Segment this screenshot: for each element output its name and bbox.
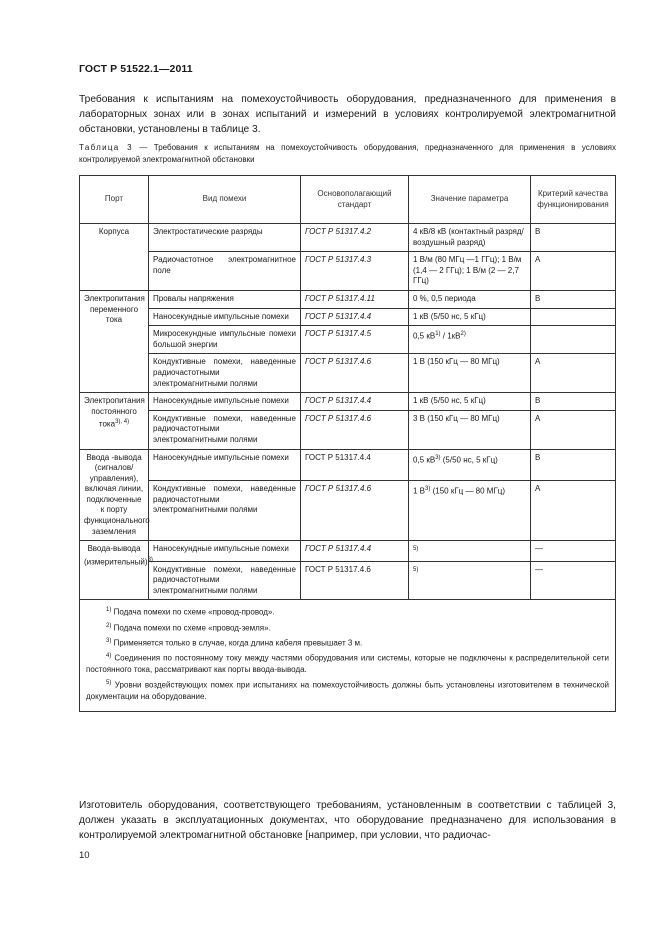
value-cell <box>409 224 531 252</box>
value-cell <box>409 290 531 308</box>
criterion-cell: B <box>531 393 616 411</box>
disturbance-cell: Кондуктивные помехи, наведенные радиочастотными электромагнитными полями <box>149 561 301 600</box>
requirements-table <box>79 175 616 712</box>
criterion-cell: B <box>531 290 616 308</box>
value-cell <box>409 449 531 480</box>
table-row <box>80 308 616 326</box>
value-cell <box>409 252 531 291</box>
footnote <box>86 621 609 634</box>
standard-cell: ГОСТ Р 51317.4.11 <box>301 290 409 308</box>
value-cell <box>409 480 531 540</box>
value-text: 1 В (150 кГц — 80 МГц) <box>413 357 500 367</box>
value-footnote-ref: 5) <box>413 566 419 573</box>
standard-cell: ГОСТ Р 51317.4.5 <box>301 326 409 354</box>
table-body <box>80 224 616 600</box>
criterion-cell: — <box>531 541 616 561</box>
table-row <box>80 410 616 449</box>
value-text: 0,5 кВ <box>413 455 436 465</box>
port-name: Ввода-вывода (измерительный) <box>84 544 148 567</box>
standard-cell: ГОСТ Р 51317.4.4 <box>301 308 409 326</box>
table-row <box>80 480 616 540</box>
port-name: Ввода -вывода (сигналов/ управления), включая линии, подключенные к порту функционального заземления <box>84 452 150 536</box>
criterion-cell <box>531 326 616 354</box>
value-text: 1 кВ (5/50 нс, 5 кГц) <box>413 311 486 321</box>
footnote <box>86 636 609 649</box>
disturbance-cell: Наносекундные импульсные помехи <box>149 541 301 561</box>
footnote-number: 1) <box>106 607 112 614</box>
port-cell <box>80 393 149 449</box>
disturbance-cell: Кондуктивные помехи, наведенные радиочастотными электромагнитными полями <box>149 480 301 540</box>
page-header: ГОСТ Р 51522.1—2011 <box>79 63 193 75</box>
value-cell <box>409 541 531 561</box>
table-row <box>80 561 616 600</box>
criterion-cell: A <box>531 410 616 449</box>
disturbance-cell: Микросекундные импульсные помехи большой энергии <box>149 326 301 354</box>
port-footnote-ref: 3), 4) <box>115 419 130 426</box>
footnote-text: Соединения по постоянному току между частями оборудования или системы, которые не подключены к распределительной сети постоянного тока, рассматривают как порты ввода-вывода. <box>86 653 609 675</box>
header-port: Порт <box>80 176 149 224</box>
standard-cell: ГОСТ Р 51317.4.6 <box>301 480 409 540</box>
footnote-number: 2) <box>106 622 112 629</box>
value-text: 1 В/м (80 МГц —1 ГГц); 1 В/м (1,4 — 2 ГГц); 1 В/м (2 — 2,7 ГГц) <box>413 255 522 286</box>
value-cell <box>409 393 531 411</box>
value-text: 0,5 кВ <box>413 331 436 341</box>
value-text: 3 В (150 кГц — 80 МГц) <box>413 413 500 423</box>
port-footnote-ref: 3) <box>147 556 153 563</box>
standard-cell: ГОСТ Р 51317.4.3 <box>301 252 409 291</box>
disturbance-cell: Радиочастотное электромагнитное поле <box>149 252 301 291</box>
table-row <box>80 449 616 480</box>
standard-cell: ГОСТ Р 51317.4.6 <box>301 561 409 600</box>
footnote-text: Применяется только в случае, когда длина кабеля превышает 3 м. <box>111 638 363 648</box>
value-footnote-ref: 3) <box>425 485 431 492</box>
table-header-row <box>80 176 616 224</box>
criterion-cell: B <box>531 449 616 480</box>
intro-paragraph: Требования к испытаниям на помехоустойчивость оборудования, предназначенного для применения в лабораторных зонах или в зонах испытаний и измерений в условиях контролируемой электромагнитной обстановки, установлены в таблице 3. <box>79 94 616 136</box>
header-disturbance: Вид помехи <box>149 176 301 224</box>
value-footnote-ref: 2) <box>460 331 466 338</box>
footnote-number: 5) <box>106 679 112 686</box>
value-text-extra: (5/50 нс, 5 кГц) <box>440 455 498 465</box>
footnote-number: 3) <box>106 637 112 644</box>
standard-cell: ГОСТ Р 51317.4.4 <box>301 393 409 411</box>
port-name: Корпуса <box>98 227 130 236</box>
value-cell <box>409 308 531 326</box>
table-row <box>80 393 616 411</box>
criterion-cell: A <box>531 252 616 291</box>
port-cell <box>80 449 149 541</box>
port-cell <box>80 224 149 291</box>
value-footnote-ref: 5) <box>413 546 419 553</box>
caption-label: Таблица 3 <box>79 143 133 152</box>
standard-cell: ГОСТ Р 51317.4.6 <box>301 410 409 449</box>
disturbance-cell: Кондуктивные помехи, наведенные радиочастотными электромагнитными полями <box>149 410 301 449</box>
value-cell <box>409 561 531 600</box>
value-text: 4 кВ/8 кВ (контактный разряд/ воздушный разряд) <box>413 227 524 247</box>
disturbance-cell: Наносекундные импульсные помехи <box>149 449 301 480</box>
table-notes <box>80 600 616 711</box>
standard-cell: ГОСТ Р 51317.4.4 <box>301 541 409 561</box>
value-text: 0 %, 0,5 периода <box>413 293 476 303</box>
footnote <box>86 651 609 676</box>
criterion-cell <box>531 308 616 326</box>
value-text: 1 В <box>413 486 426 496</box>
criterion-cell: B <box>531 224 616 252</box>
table-caption <box>79 142 616 165</box>
disturbance-cell: Наносекундные импульсные помехи <box>149 308 301 326</box>
value-text-extra: / 1кВ <box>440 331 461 341</box>
header-standard: Основополагающий стандарт <box>301 176 409 224</box>
value-cell <box>409 410 531 449</box>
value-cell <box>409 354 531 393</box>
table-row <box>80 541 616 561</box>
standard-cell: ГОСТ Р 51317.4.2 <box>301 224 409 252</box>
value-text-extra: (150 кГц — 80 МГц) <box>430 486 506 496</box>
value-cell <box>409 326 531 354</box>
value-text: 1 кВ (5/50 нс, 5 кГц) <box>413 396 486 406</box>
footnote <box>86 605 609 618</box>
port-cell <box>80 290 149 392</box>
table-row <box>80 224 616 252</box>
disturbance-cell: Провалы напряжения <box>149 290 301 308</box>
port-name: Электропитания постоянного тока <box>84 396 145 429</box>
criterion-cell: A <box>531 354 616 393</box>
table-row <box>80 326 616 354</box>
header-criterion: Критерий качества функционирования <box>531 176 616 224</box>
disturbance-cell: Кондуктивные помехи, наведенные радиочастотными электромагнитными полями <box>149 354 301 393</box>
table-row <box>80 252 616 291</box>
page-number: 10 <box>79 850 90 861</box>
outro-paragraph: Изготовитель оборудования, соответствующего требованиям, установленным в соответствии с таблицей 3, должен указать в эксплуатационных документах, что оборудование предназначено для использования в контролируемой электромагнитной обстановке [например, при условии, что радиочас- <box>79 800 616 842</box>
notes-row <box>80 600 616 711</box>
standard-cell: ГОСТ Р 51317.4.4 <box>301 449 409 480</box>
disturbance-cell: Электростатические разряды <box>149 224 301 252</box>
footnote-text: Подача помехи по схеме «провод-провод». <box>111 607 275 617</box>
table-row <box>80 290 616 308</box>
footnote-text: Уровни воздействующих помех при испытаниях на помехоустойчивость должны быть установлены изготовителем в технической документации на оборудование. <box>86 680 609 702</box>
criterion-cell: A <box>531 480 616 540</box>
footnote <box>86 678 609 703</box>
footnote-number: 4) <box>106 653 112 660</box>
disturbance-cell: Наносекундные импульсные помехи <box>149 393 301 411</box>
port-cell <box>80 541 153 600</box>
table-row <box>80 354 616 393</box>
footnote-text: Подача помехи по схеме «провод-земля». <box>111 623 271 633</box>
header-value: Значение параметра <box>409 176 531 224</box>
caption-text: — Требования к испытаниям на помехоустойчивость оборудования, предназначенного для применения в условиях контролируемой электромагнитной обстановки <box>79 143 616 164</box>
criterion-cell: — <box>531 561 616 600</box>
port-name: Электропитания переменного тока <box>84 293 145 325</box>
value-footnote-ref: 3) <box>435 454 441 461</box>
standard-cell: ГОСТ Р 51317.4.6 <box>301 354 409 393</box>
value-footnote-ref: 1) <box>435 331 441 338</box>
